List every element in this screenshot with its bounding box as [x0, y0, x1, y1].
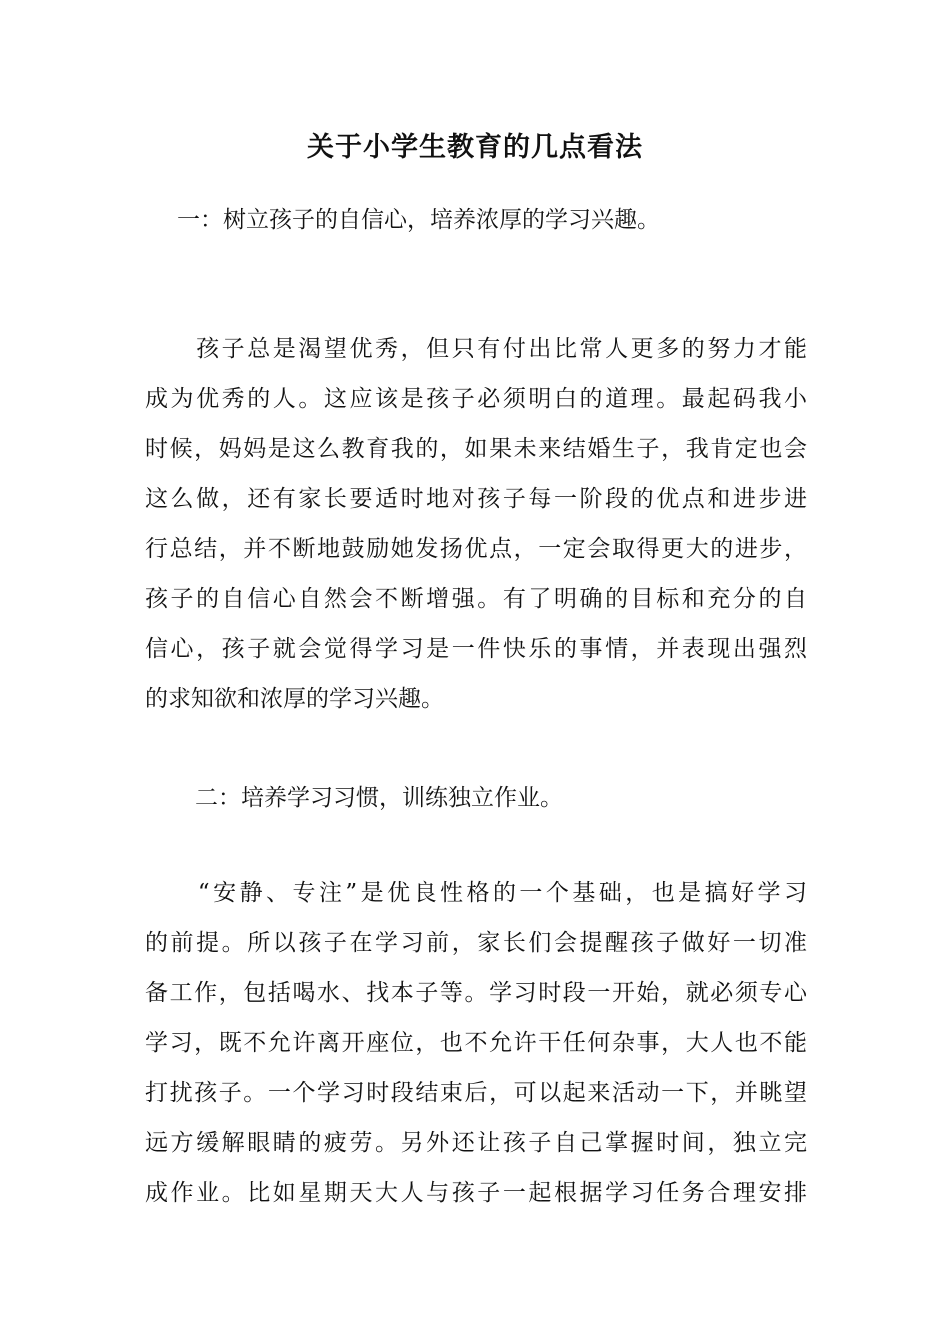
document-title: 关于小学生教育的几点看法: [307, 132, 643, 163]
paragraph-line: 成为优秀的人。这应该是孩子必须明白的道理。最起码我小: [145, 386, 807, 412]
section-paragraph-1: [145, 324, 807, 724]
paragraph-line: 成作业。比如星期天大人与孩子一起根据学习任务合理安排: [145, 1180, 807, 1206]
paragraph-line: 这么做，还有家长要适时地对孩子每一阶段的优点和进步进: [145, 486, 807, 512]
paragraph-line: “安静、专注”是优良性格的一个基础，也是搞好学习: [145, 880, 807, 906]
paragraph-line: 远方缓解眼睛的疲劳。另外还让孩子自己掌握时间，独立完: [145, 1130, 807, 1156]
section-paragraph-2: [145, 868, 807, 1218]
section-heading-2: 二：培养学习习惯，训练独立作业。: [195, 785, 563, 811]
paragraph-line: 孩子的自信心自然会不断增强。有了明确的目标和充分的自: [145, 586, 807, 612]
section-heading-1: 一：树立孩子的自信心，培养浓厚的学习兴趣。: [177, 207, 660, 233]
paragraph-line: 打扰孩子。一个学习时段结束后，可以起来活动一下，并眺望: [145, 1080, 807, 1106]
paragraph-line: 的前提。所以孩子在学习前，家长们会提醒孩子做好一切准: [145, 930, 807, 956]
paragraph-line: 备工作，包括喝水、找本子等。学习时段一开始，就必须专心: [145, 980, 807, 1006]
paragraph-line: 的求知欲和浓厚的学习兴趣。: [145, 686, 444, 712]
paragraph-line: 学习，既不允许离开座位，也不允许干任何杂事，大人也不能: [145, 1030, 807, 1056]
paragraph-line: 行总结，并不断地鼓励她发扬优点，一定会取得更大的进步，: [145, 536, 807, 562]
paragraph-line: 孩子总是渴望优秀，但只有付出比常人更多的努力才能: [145, 336, 807, 362]
paragraph-line: 时候，妈妈是这么教育我的，如果未来结婚生子，我肯定也会: [145, 436, 807, 462]
paragraph-line: 信心，孩子就会觉得学习是一件快乐的事情，并表现出强烈: [145, 636, 807, 662]
